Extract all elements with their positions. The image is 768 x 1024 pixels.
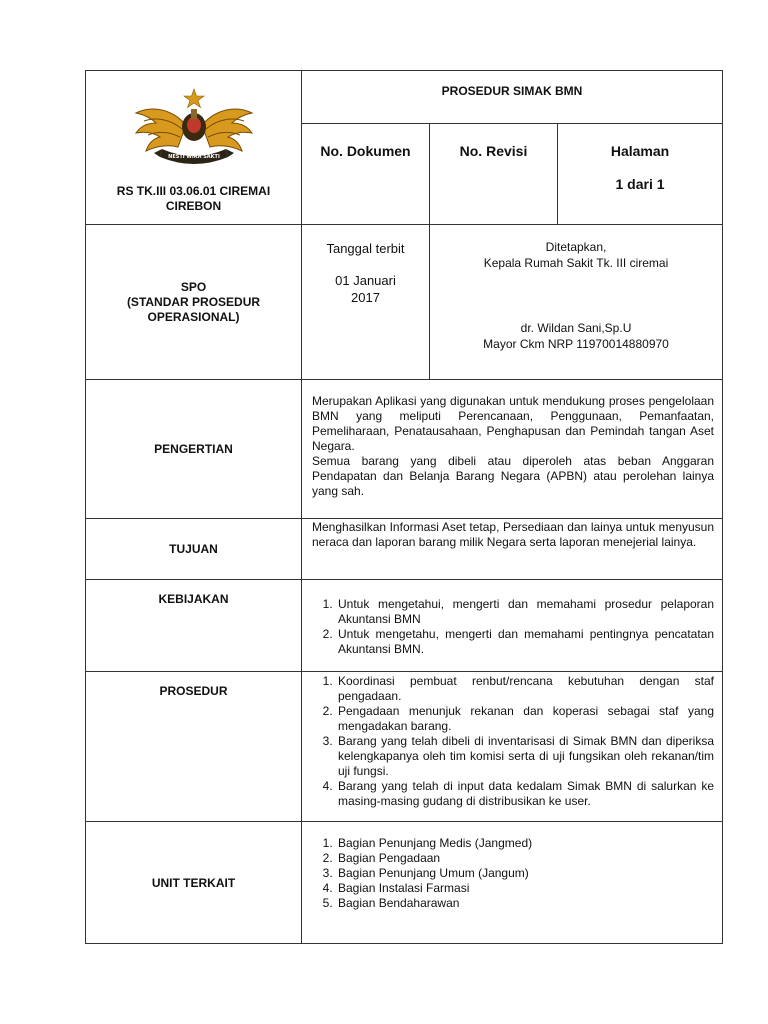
- unit-terkait-item: 3. Bagian Penunjang Umum (Jangum): [336, 866, 714, 881]
- pengertian-paragraph-2: Semua barang yang dibeli atau diperoleh atas beban Anggaran Pendapatan dan Belanja Barang Negara (APBN) atau perolehan lainya yang sah.: [312, 454, 715, 498]
- signature-space: [430, 271, 722, 320]
- pengertian-paragraph-1: Merupakan Aplikasi yang digunakan untuk mendukung proses pengelolaan BMN yang meliputi Perencanaan, Penggunaan, Pemanfaatan, Pemeliharaan, Penatausahaan, Penghapusan dan Pemindah tangan Aset Negara.: [312, 394, 715, 453]
- spo-label-cell: [86, 225, 302, 380]
- kebijakan-list: [312, 597, 714, 657]
- rs-emblem-logo: [132, 87, 256, 171]
- tanggal-terbit-cell: [302, 225, 430, 380]
- kepala-text: Kepala Rumah Sakit Tk. III ciremai: [483, 256, 669, 270]
- pengertian-label: PENGERTIAN: [86, 380, 302, 519]
- signer-rank: Mayor Ckm NRP 11970014880970: [483, 337, 669, 351]
- kebijakan-content: [302, 580, 723, 672]
- unit-terkait-item: 2. Bagian Pengadaan: [336, 851, 714, 866]
- organization-name: RS TK.III 03.06.01 CIREMAI CIREBON: [116, 184, 271, 213]
- prosedur-item: 1. Koordinasi pembuat renbut/rencana kebutuhan dengan staf pengadaan.: [336, 674, 714, 704]
- spo-label-full: (STANDAR PROSEDUR OPERASIONAL): [126, 294, 261, 324]
- kebijakan-item: 1. Untuk mengetahui, mengerti dan memahami prosedur pelaporan Akuntansi BMN: [336, 597, 714, 627]
- no-revisi-label: No. Revisi: [430, 124, 558, 225]
- prosedur-list: [312, 674, 714, 809]
- prosedur-item: 4. Barang yang telah di input data kedalam Simak BMN di salurkan ke masing-masing gudang di distribusikan ke user.: [336, 779, 714, 809]
- prosedur-label: PROSEDUR: [86, 672, 302, 822]
- ditetapkan-text: Ditetapkan,: [545, 240, 607, 254]
- unit-terkait-item: 1. Bagian Penunjang Medis (Jangmed): [336, 836, 714, 851]
- unit-terkait-content: [302, 822, 723, 944]
- kebijakan-item: 2. Untuk mengetahu, mengerti dan memahami pentingnya pencatatan Akuntansi BMN.: [336, 627, 714, 657]
- unit-terkait-item: 5. Bagian Bendaharawan: [336, 896, 714, 911]
- tujuan-label: TUJUAN: [86, 519, 302, 580]
- kebijakan-label: KEBIJAKAN: [86, 580, 302, 672]
- spo-label: SPO: [180, 279, 207, 294]
- logo-motto-text: NESTI WIRA SAKTI: [168, 154, 220, 160]
- header-logo-cell: [86, 71, 302, 225]
- halaman-value: 1 dari 1: [615, 176, 665, 192]
- approval-cell: [430, 225, 723, 380]
- tanggal-terbit-label: Tanggal terbit: [326, 241, 405, 256]
- prosedur-item: 3. Barang yang telah dibeli di inventarisasi di Simak BMN dan diperiksa kelengkapanya oleh tim komisi serta di uji fungsikan oleh rekanan/tim uji fungsi.: [336, 734, 714, 779]
- unit-terkait-item: 4. Bagian Instalasi Farmasi: [336, 881, 714, 896]
- prosedur-item: 2. Pengadaan menunjuk rekanan dan koperasi sebagai staf yang mengadakan barang.: [336, 704, 714, 734]
- unit-terkait-label: UNIT TERKAIT: [86, 822, 302, 944]
- halaman-cell: [558, 124, 723, 225]
- halaman-label: Halaman: [610, 143, 670, 159]
- spo-document-table: [85, 70, 723, 944]
- prosedur-content: [302, 672, 723, 822]
- signer-name: dr. Wildan Sani,Sp.U: [520, 321, 632, 335]
- document-title: PROSEDUR SIMAK BMN: [302, 71, 723, 124]
- pengertian-content: [302, 380, 723, 519]
- unit-terkait-list: [312, 836, 714, 911]
- tanggal-terbit-value: 01 Januari 2017: [335, 273, 396, 305]
- tujuan-content: Menghasilkan Informasi Aset tetap, Persediaan dan lainya untuk menyusun neraca dan laporan barang milik Negara serta laporan menejerial lainya.: [302, 519, 723, 580]
- no-dokumen-label: No. Dokumen: [302, 124, 430, 225]
